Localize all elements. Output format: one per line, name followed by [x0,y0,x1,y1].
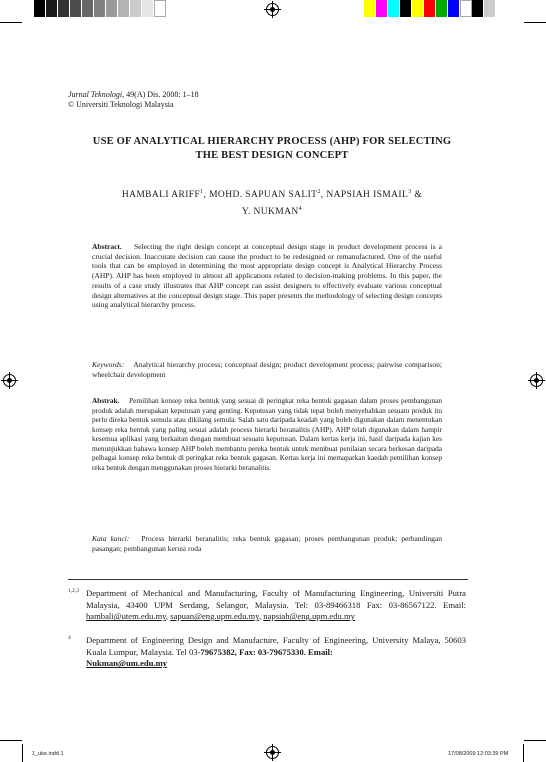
katakunci-paragraph [92,534,442,553]
footnote-bold-text: 79675382, Fax: 03-79675330. Email: [200,646,333,657]
journal-issue: , 49(A) Dis. 2008: 1–18 [122,90,199,99]
author-affiliation-mark: 2 [317,189,321,195]
paper-title [60,135,484,163]
slug-filename: 1_uke.indd 1 [32,751,64,757]
email-link[interactable]: Nukman@um.edu.my [86,658,168,669]
footnote-text: Department of Engineering Design and Manufacture, Faculty of Engineering, University Malaya, 50603 Kuala Lumpur, Malaysia. Tel 03- [86,635,466,657]
crop-mark [0,740,22,741]
footnote-affiliation-2 [86,635,466,670]
title-line-1: USE OF ANALYTICAL HIERARCHY PROCESS (AHP) FOR SELECTING [92,136,452,147]
footnote-affiliation-1 [86,588,466,623]
author-name: Y. NUKMAN [241,207,299,218]
abstract-text: Selecting the right design concept at conceptual design stage in product development process is a crucial decision. Inaccurate decision can cause the product to be redesigned or remanufactured. One of the useful tools that can be employed in determining the most appropriate design concept is Analytical Hierarchy Process (AHP). AHP has been employed in almost all applications related to decision-making problems. In this paper, the results of a case study illustrates that AHP concept can assist designers to effectively evaluate various conceptual design alternatives at the conceptual design stage. This paper presents the methodology of selecting design concepts using analytical hierarchy process. [92,242,442,310]
author-list [70,185,474,219]
author-affiliation-mark: 4 [298,206,303,213]
keywords-label: Keywords: [92,360,125,369]
crop-mark [524,22,546,23]
crop-mark [523,744,524,762]
author-separator: & [411,190,423,201]
journal-name: Jurnal Teknologi [68,90,123,99]
title-line-2: THE BEST DESIGN CONCEPT [195,150,349,161]
author-name: , NAPSIAH ISMAIL [320,190,409,201]
abstrak-paragraph [92,396,442,472]
crop-mark [0,22,22,23]
abstrak-label: Abstrak. [92,396,120,405]
separator: , [258,611,264,622]
crop-mark [524,740,546,741]
registration-mark-bottom [266,746,279,759]
registration-mark-top [266,3,279,16]
keywords-paragraph [92,360,442,379]
abstract-label: Abstract. [92,242,122,251]
author-name: , MOHD. SAPUAN SALIT [203,190,318,201]
registration-mark-left [3,374,16,387]
footnote-divider [68,579,468,580]
author-affiliation-mark: 1 [200,189,204,195]
abstract-paragraph [92,242,442,310]
journal-copyright: © Universiti Teknologi Malaysia [68,100,174,109]
email-link[interactable]: hambali@utem.edu.my [86,611,166,622]
footnote-text: Department of Mechanical and Manufacturing, Faculty of Manufacturing Engineering, Universiti Putra Malaysia, 43400 UPM Serdang, Selangor, Malaysia. Tel: 03-89466318 Fax: 03-86567122. Email: [86,588,466,610]
keywords-text: Analytical hierarchy process; conceptual design; product development process; pairwise comparison; wheelchair development [92,360,442,379]
katakunci-text: Process hierarki beranalitis; reka bentuk gagasan; proses pembangunan produk; perbandingan pasangan; pembangunan kerusi roda [92,534,443,553]
crop-mark [22,744,23,762]
katakunci-label: Kata kunci: [92,534,130,543]
footnote-mark: 4 [68,635,71,641]
email-link[interactable]: sapuan@eng.upm.edu.my [170,611,259,622]
grayscale-color-bar [34,0,166,17]
author-name: HAMBALI ARIFF [121,190,201,201]
separator: , [165,611,171,622]
author-affiliation-mark: 3 [408,189,412,195]
registration-mark-right [530,374,543,387]
journal-citation [68,90,199,110]
abstrak-text: Pemilihan konsep reka bentuk yang sesuai di peringkat reka bentuk gagasan dalam proses pembangunan produk adalah merupakan keputusan yang genting. Keputusan yang tidak tepat boleh menyebabkan sesuatu produk itu perlu direka bentuk semula atau dikilang semula. Salah satu daripada keadah yang boleh digunakan dalam menentukan konsep reka bentuk yang paling sesuai adalah process hierarki beranalitis (AHP). AHP telah digunakan dalam hampir kesemua aplikasi yang berkaitan dengan membuat sesuatu keputusan. Dalam kertas kerja ini, hasil daripada kajian kes menunjukkan bahawa konsep AHP boleh membantu pereka bentuk untuk membuat penilaian secara berkesan daripada pelbagai konsep reka bentuk di peringkat reka bentuk gagasan. Kertas kerja ini memaparkan kaedah pemilihan konsep reka bentuk dengan menggunakan proses hierarki beranalitis. [92,396,442,472]
slug-timestamp: 17/08/2009 12:03:39 PM [448,751,509,757]
email-link[interactable]: napsiah@eng.upm.edu.my [263,611,355,622]
process-color-bar [364,0,496,17]
footnote-mark: 1,2,3 [68,588,79,594]
